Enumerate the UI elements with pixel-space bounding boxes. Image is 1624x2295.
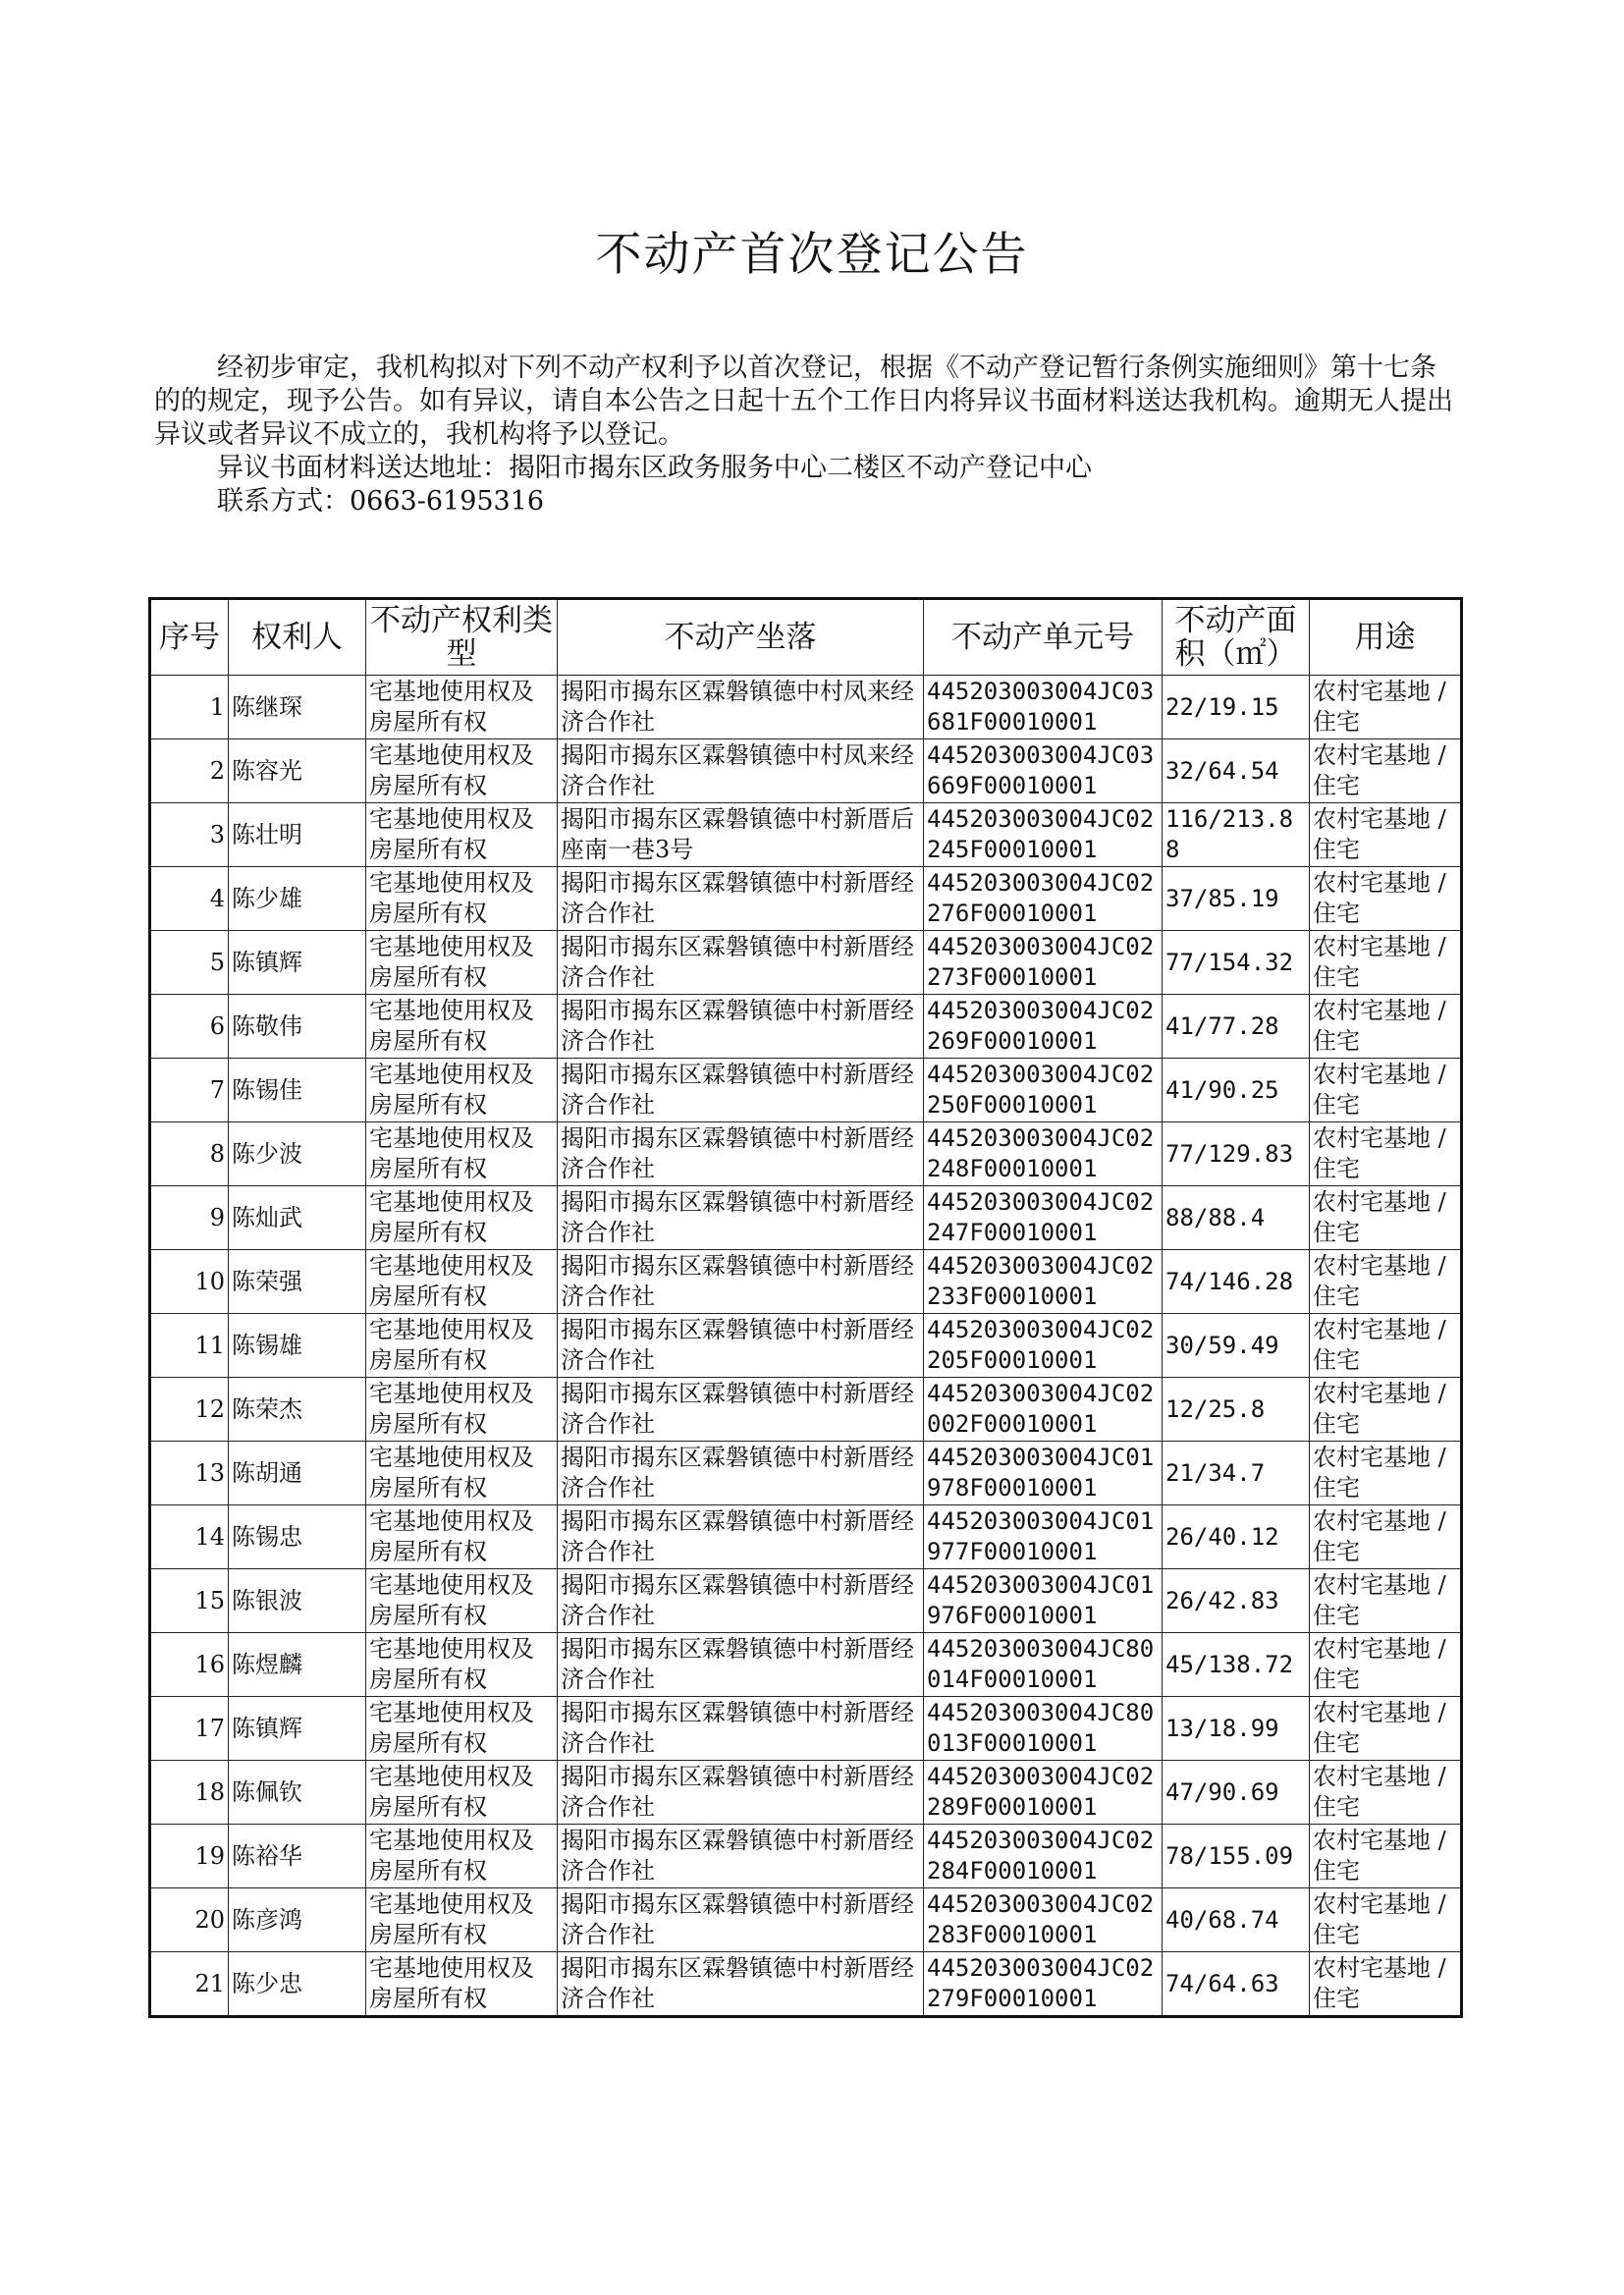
cell-unit: 445203003004JC01978F00010001 [924,1442,1163,1505]
cell-seq: 9 [150,1186,229,1250]
cell-unit: 445203003004JC02205F00010001 [924,1314,1163,1378]
table-row [150,1505,1462,1569]
cell-owner: 陈壮明 [229,803,366,867]
cell-type: 宅基地使用权及房屋所有权 [366,1888,558,1952]
cell-unit: 445203003004JC02245F00010001 [924,803,1163,867]
cell-unit: 445203003004JC02002F00010001 [924,1378,1163,1442]
cell-owner: 陈银波 [229,1569,366,1633]
cell-location: 揭阳市揭东区霖磐镇德中村新厝经济合作社 [558,1697,924,1761]
cell-use: 农村宅基地 / 住宅 [1310,1569,1462,1633]
table-body [150,676,1462,2017]
cell-area: 41/77.28 [1163,995,1310,1059]
cell-use: 农村宅基地 / 住宅 [1310,1761,1462,1825]
table-row [150,739,1462,803]
cell-type: 宅基地使用权及房屋所有权 [366,1697,558,1761]
cell-owner: 陈荣强 [229,1250,366,1314]
cell-seq: 6 [150,995,229,1059]
cell-location: 揭阳市揭东区霖磐镇德中村新厝经济合作社 [558,1186,924,1250]
cell-unit: 445203003004JC02269F00010001 [924,995,1163,1059]
cell-type: 宅基地使用权及房屋所有权 [366,1378,558,1442]
table-row [150,676,1462,739]
cell-location: 揭阳市揭东区霖磐镇德中村新厝经济合作社 [558,1059,924,1122]
cell-type: 宅基地使用权及房屋所有权 [366,676,558,739]
notice-text [154,352,1460,519]
cell-type: 宅基地使用权及房屋所有权 [366,931,558,995]
notice-paragraph: 经初步审定，我机构拟对下列不动产权利予以首次登记，根据《不动产登记暂行条例实施细则》第十七条的的规定，现予公告。如有异议，请自本公告之日起十五个工作日内将异议书面材料送达我机构。逾期无人提出异议或者异议不成立的，我机构将予以登记。 [154,353,1453,450]
cell-owner: 陈继琛 [229,676,366,739]
cell-owner: 陈少雄 [229,867,366,931]
cell-area: 74/146.28 [1163,1250,1310,1314]
cell-location: 揭阳市揭东区霖磐镇德中村新厝经济合作社 [558,995,924,1059]
cell-owner: 陈彦鸿 [229,1888,366,1952]
cell-area: 45/138.72 [1163,1633,1310,1697]
cell-owner: 陈胡通 [229,1442,366,1505]
cell-owner: 陈荣杰 [229,1378,366,1442]
cell-seq: 21 [150,1952,229,2017]
cell-type: 宅基地使用权及房屋所有权 [366,1761,558,1825]
cell-location: 揭阳市揭东区霖磐镇德中村新厝经济合作社 [558,1569,924,1633]
cell-seq: 18 [150,1761,229,1825]
cell-type: 宅基地使用权及房屋所有权 [366,1059,558,1122]
cell-use: 农村宅基地 / 住宅 [1310,931,1462,995]
cell-use: 农村宅基地 / 住宅 [1310,676,1462,739]
cell-use: 农村宅基地 / 住宅 [1310,1378,1462,1442]
cell-type: 宅基地使用权及房屋所有权 [366,1569,558,1633]
table-row [150,1378,1462,1442]
cell-seq: 11 [150,1314,229,1378]
table-row [150,803,1462,867]
table-row [150,1888,1462,1952]
cell-type: 宅基地使用权及房屋所有权 [366,1122,558,1186]
cell-seq: 3 [150,803,229,867]
cell-unit: 445203003004JC02273F00010001 [924,931,1163,995]
cell-location: 揭阳市揭东区霖磐镇德中村新厝经济合作社 [558,1505,924,1569]
cell-type: 宅基地使用权及房屋所有权 [366,867,558,931]
table-row [150,1250,1462,1314]
cell-use: 农村宅基地 / 住宅 [1310,1314,1462,1378]
cell-area: 30/59.49 [1163,1314,1310,1378]
cell-location: 揭阳市揭东区霖磐镇德中村新厝经济合作社 [558,1250,924,1314]
cell-location: 揭阳市揭东区霖磐镇德中村新厝经济合作社 [558,867,924,931]
table-row [150,1697,1462,1761]
cell-type: 宅基地使用权及房屋所有权 [366,995,558,1059]
table-row [150,1952,1462,2017]
cell-location: 揭阳市揭东区霖磐镇德中村新厝后座南一巷3号 [558,803,924,867]
cell-location: 揭阳市揭东区霖磐镇德中村新厝经济合作社 [558,1888,924,1952]
header-seq: 序号 [150,599,229,676]
cell-unit: 445203003004JC01977F00010001 [924,1505,1163,1569]
cell-location: 揭阳市揭东区霖磐镇德中村新厝经济合作社 [558,1952,924,2017]
cell-location: 揭阳市揭东区霖磐镇德中村凤来经济合作社 [558,739,924,803]
cell-seq: 15 [150,1569,229,1633]
cell-seq: 17 [150,1697,229,1761]
cell-location: 揭阳市揭东区霖磐镇德中村新厝经济合作社 [558,1122,924,1186]
cell-area: 78/155.09 [1163,1825,1310,1888]
cell-type: 宅基地使用权及房屋所有权 [366,739,558,803]
cell-seq: 7 [150,1059,229,1122]
cell-type: 宅基地使用权及房屋所有权 [366,1442,558,1505]
cell-area: 40/68.74 [1163,1888,1310,1952]
cell-area: 37/85.19 [1163,867,1310,931]
cell-location: 揭阳市揭东区霖磐镇德中村凤来经济合作社 [558,676,924,739]
cell-unit: 445203003004JC01976F00010001 [924,1569,1163,1633]
cell-area: 21/34.7 [1163,1442,1310,1505]
cell-area: 116/213.88 [1163,803,1310,867]
cell-seq: 14 [150,1505,229,1569]
cell-use: 农村宅基地 / 住宅 [1310,867,1462,931]
cell-use: 农村宅基地 / 住宅 [1310,1952,1462,2017]
cell-type: 宅基地使用权及房屋所有权 [366,803,558,867]
cell-use: 农村宅基地 / 住宅 [1310,1186,1462,1250]
cell-seq: 4 [150,867,229,931]
cell-use: 农村宅基地 / 住宅 [1310,803,1462,867]
cell-location: 揭阳市揭东区霖磐镇德中村新厝经济合作社 [558,1442,924,1505]
cell-area: 47/90.69 [1163,1761,1310,1825]
table-row [150,1442,1462,1505]
cell-owner: 陈镇辉 [229,931,366,995]
table-row [150,1569,1462,1633]
cell-owner: 陈裕华 [229,1825,366,1888]
cell-unit: 445203003004JC02276F00010001 [924,867,1163,931]
cell-use: 农村宅基地 / 住宅 [1310,739,1462,803]
cell-unit: 445203003004JC02283F00010001 [924,1888,1163,1952]
cell-area: 41/90.25 [1163,1059,1310,1122]
cell-owner: 陈敬伟 [229,995,366,1059]
cell-owner: 陈少波 [229,1122,366,1186]
cell-location: 揭阳市揭东区霖磐镇德中村新厝经济合作社 [558,1761,924,1825]
cell-unit: 445203003004JC02233F00010001 [924,1250,1163,1314]
table-row [150,1122,1462,1186]
cell-use: 农村宅基地 / 住宅 [1310,1122,1462,1186]
cell-area: 32/64.54 [1163,739,1310,803]
cell-use: 农村宅基地 / 住宅 [1310,1059,1462,1122]
cell-use: 农村宅基地 / 住宅 [1310,1888,1462,1952]
cell-area: 26/40.12 [1163,1505,1310,1569]
cell-owner: 陈锡忠 [229,1505,366,1569]
cell-seq: 8 [150,1122,229,1186]
table-row [150,995,1462,1059]
cell-location: 揭阳市揭东区霖磐镇德中村新厝经济合作社 [558,931,924,995]
cell-unit: 445203003004JC02248F00010001 [924,1122,1163,1186]
cell-use: 农村宅基地 / 住宅 [1310,1442,1462,1505]
cell-use: 农村宅基地 / 住宅 [1310,1633,1462,1697]
cell-owner: 陈锡佳 [229,1059,366,1122]
cell-type: 宅基地使用权及房屋所有权 [366,1825,558,1888]
cell-area: 13/18.99 [1163,1697,1310,1761]
cell-owner: 陈容光 [229,739,366,803]
cell-type: 宅基地使用权及房屋所有权 [366,1505,558,1569]
cell-seq: 1 [150,676,229,739]
cell-unit: 445203003004JC02279F00010001 [924,1952,1163,2017]
table-row [150,931,1462,995]
cell-unit: 445203003004JC03681F00010001 [924,676,1163,739]
cell-location: 揭阳市揭东区霖磐镇德中村新厝经济合作社 [558,1633,924,1697]
cell-unit: 445203003004JC02250F00010001 [924,1059,1163,1122]
table-row [150,1186,1462,1250]
cell-seq: 5 [150,931,229,995]
cell-area: 12/25.8 [1163,1378,1310,1442]
cell-seq: 13 [150,1442,229,1505]
cell-type: 宅基地使用权及房屋所有权 [366,1952,558,2017]
table-row [150,1633,1462,1697]
cell-area: 22/19.15 [1163,676,1310,739]
table-row [150,1314,1462,1378]
cell-use: 农村宅基地 / 住宅 [1310,995,1462,1059]
cell-use: 农村宅基地 / 住宅 [1310,1250,1462,1314]
cell-location: 揭阳市揭东区霖磐镇德中村新厝经济合作社 [558,1378,924,1442]
cell-seq: 19 [150,1825,229,1888]
cell-owner: 陈煜麟 [229,1633,366,1697]
objection-address: 异议书面材料送达地址：揭阳市揭东区政务服务中心二楼区不动产登记中心 [217,453,1092,483]
cell-type: 宅基地使用权及房屋所有权 [366,1186,558,1250]
cell-seq: 10 [150,1250,229,1314]
registration-table [148,597,1463,2018]
cell-unit: 445203003004JC80013F00010001 [924,1697,1163,1761]
cell-type: 宅基地使用权及房屋所有权 [366,1250,558,1314]
cell-use: 农村宅基地 / 住宅 [1310,1697,1462,1761]
cell-location: 揭阳市揭东区霖磐镇德中村新厝经济合作社 [558,1314,924,1378]
cell-type: 宅基地使用权及房屋所有权 [366,1314,558,1378]
cell-seq: 12 [150,1378,229,1442]
cell-unit: 445203003004JC02289F00010001 [924,1761,1163,1825]
cell-unit: 445203003004JC02247F00010001 [924,1186,1163,1250]
cell-area: 77/154.32 [1163,931,1310,995]
header-use: 用途 [1310,599,1462,676]
cell-location: 揭阳市揭东区霖磐镇德中村新厝经济合作社 [558,1825,924,1888]
cell-owner: 陈锡雄 [229,1314,366,1378]
header-owner: 权利人 [229,599,366,676]
table-row [150,1761,1462,1825]
cell-area: 74/64.63 [1163,1952,1310,2017]
table-row [150,867,1462,931]
cell-seq: 16 [150,1633,229,1697]
cell-seq: 20 [150,1888,229,1952]
cell-owner: 陈灿武 [229,1186,366,1250]
cell-area: 77/129.83 [1163,1122,1310,1186]
page-title: 不动产首次登记公告 [595,228,1029,282]
cell-area: 88/88.4 [1163,1186,1310,1250]
cell-area: 26/42.83 [1163,1569,1310,1633]
table-row [150,1059,1462,1122]
header-type: 不动产权利类型 [366,599,558,676]
cell-unit: 445203003004JC02284F00010001 [924,1825,1163,1888]
table-row [150,1825,1462,1888]
header-unit: 不动产单元号 [924,599,1163,676]
cell-owner: 陈镇辉 [229,1697,366,1761]
cell-use: 农村宅基地 / 住宅 [1310,1505,1462,1569]
cell-type: 宅基地使用权及房屋所有权 [366,1633,558,1697]
header-location: 不动产坐落 [558,599,924,676]
cell-owner: 陈佩钦 [229,1761,366,1825]
cell-unit: 445203003004JC80014F00010001 [924,1633,1163,1697]
cell-use: 农村宅基地 / 住宅 [1310,1825,1462,1888]
table-header-row [150,599,1462,676]
contact-info: 联系方式：0663-6195316 [217,486,545,517]
header-area: 不动产面积（㎡） [1163,599,1310,676]
cell-seq: 2 [150,739,229,803]
cell-owner: 陈少忠 [229,1952,366,2017]
cell-unit: 445203003004JC03669F00010001 [924,739,1163,803]
